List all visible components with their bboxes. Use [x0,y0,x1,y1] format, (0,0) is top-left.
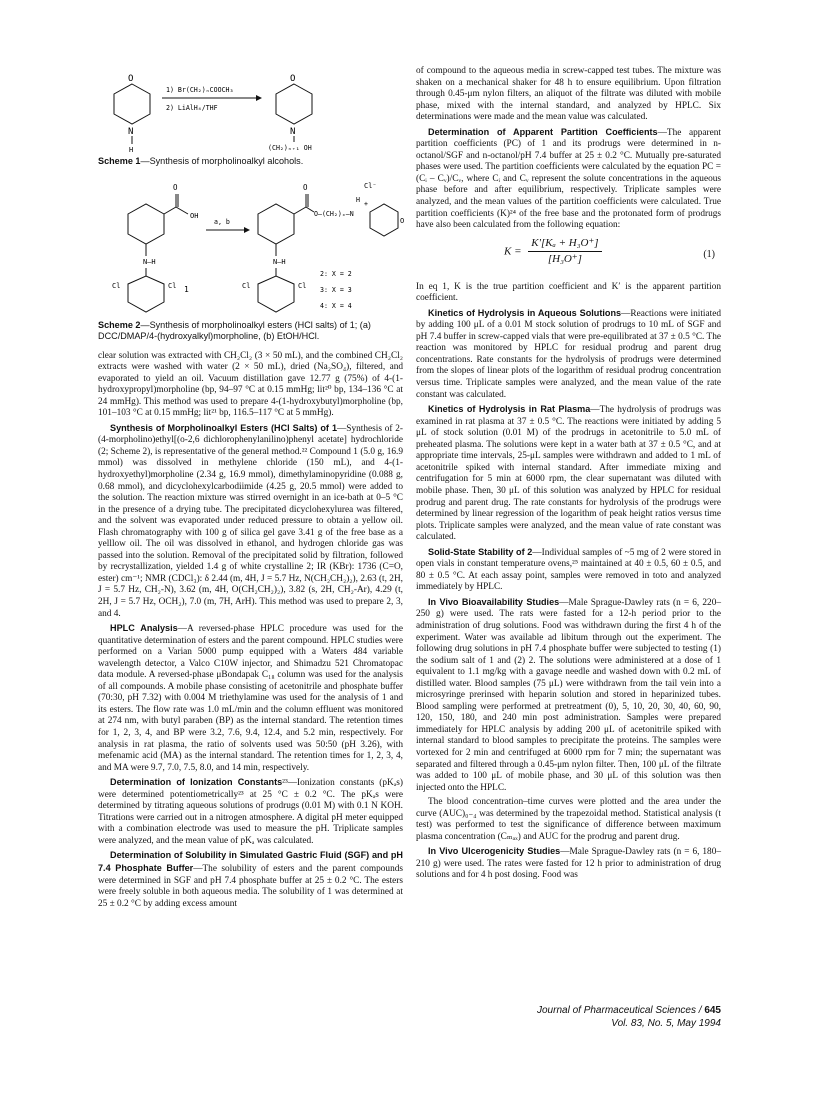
scheme1-reagent-2: 2) LiAlH₄/THF [166,104,218,112]
equation-body [504,238,602,266]
left-paragraph-1: clear solution was extracted with CH₂Cl₂ (3 × 50 mL), and the combined CH₂Cl₂ extracts were washed with water (2 × 50 mL), dried (Na₂SO₄), filtered, and evaporated to yield an oil. Vacuum distillation gave 12.77 g (75%) of 4-(1-hydroxypropyl)morpholine (bp, 94–97 °C at 0.15 mmHg; lit²⁰ bp, 134–136 °C at 24 mmHg). This method was used to prepare 4-(1-hydroxybutyl)morpholine (bp, 101–103 °C at 0.15 mmHg; lit²¹ bp, 116.5–117 °C at 5 mmHg). [98,350,403,419]
left-column [98,66,403,913]
morpholine-ring-ester [370,204,398,236]
hydroxyl-group: OH [190,211,199,220]
scheme-1-caption [98,156,403,168]
morpholine-oxygen: O [400,216,405,225]
ammonium-hydrogen: H [356,195,360,204]
chloride-counter-ion: Cl⁻ [364,181,377,190]
right-paragraph-1: of compound to the aqueous media in screw-capped test tubes. The mixture was shaken on a mechanical shaker for 48 h to ensure equilibrium. Upon filtration through 0.45-μm nylon filters, an aliquot of the filtrate was diluted with mobile phase, mixed with the internal standard, and analyzed by HPLC. Six determinations were made and the mean value was calculated. [416,66,721,123]
solid-state-section [416,547,721,594]
compound-4-label: 4: X = 4 [320,301,352,310]
morpholine-ring-left [114,84,150,124]
section-heading-ionization-constants: Determination of Ionization Constants [110,777,283,788]
ring-nitrogen-right: N [290,127,296,137]
journal-line [470,1004,721,1017]
dichlorophenyl-ring-right [258,276,294,312]
compound-3-label: 3: X = 3 [320,285,352,294]
ionization-constants-text: ²³—Ionization constants (pKₐs) were determined potentiometrically²³ at 25 °C ± 0.2 °C. The pKₐs were determined by titrating aqueous solutions of prodrugs (0.01 M) with 0.1 N KOH. Titrations were carried out in a nitrogen atmosphere. A digital pH meter equipped with a combination electrode was used to measure the pH. Triplicate samples were analyzed, and the mean value of pKₐ was calculated. [98,778,403,846]
scheme-1-caption-text: —Synthesis of morpholinoalkyl alcohols. [140,156,304,166]
hydrolysis-plasma-text: —The hydrolysis of prodrugs was examined in rat plasma at 37 ± 0.5 °C. The reactions were initiated by adding 5 μL of stock solution (0.01 M) of the prodrugs in acetonitrile to 5.0 mL of preheated plasma. The solutions were kept in a water bath at 37 ± 0.5 °C, and at appropriate time intervals, 25-μL samples were withdrawn and added to 1 mL of acetonitrile spiked with internal standard. After immediate mixing and centrifugation for 5 min at 6000 rpm, the clear supernatant was diluted with mobile phase. Then, 30 μL of this solution was analyzed by HPLC for residual prodrug and parent drug. The rate constants for hydrolysis of the prodrugs were determined by linear regression of the logarithm of peak height ratios versus time plots. Triplicate samples were analyzed, and the mean value of rate constant was calculated. [416,405,721,543]
section-heading-ulcerogenicity: In Vivo Ulcerogenicity Studies [428,846,561,857]
ulcerogenicity-text: —Male Sprague-Dawley rats (n = 6, 180–210 g) were used. The rates were fasted for 12 h prior to administration of drug solutions and for 4 h post dosing. Food was [416,847,722,881]
section-heading-partition-coefficients: Determination of Apparent Partition Coefficients [428,126,658,137]
equation-denominator: [H₃O⁺] [547,253,582,266]
page-number: 645 [704,1005,721,1016]
scheme-2-caption-text: —Synthesis of morpholinoalkyl esters (HCl salts) of 1; (a) DCC/DMAP/4-(hydroxyalkyl)morpholine, (b) EtOH/HCl. [98,319,371,341]
blood-concentration-paragraph: The blood concentration–time curves were plotted and the area under the curve (AUC)₀₋₄ was determined by the trapezoidal method. Statistical analysis (t test) was performed to test the significance of difference between maximum plasma concentration (Cₘₐₓ) and AUC for the prodrug and parent drug. [416,797,721,842]
section-heading-hydrolysis-plasma: Kinetics of Hydrolysis in Rat Plasma [428,404,591,415]
ring-oxygen-left: O [128,74,134,84]
journal-footer [470,1004,721,1030]
section-heading-synthesis-esters: Synthesis of Morpholinoalkyl Esters (HCl Salts) of 1 [110,422,337,433]
benzene-ring-top-left [128,204,164,244]
nitrogen-plus: + [364,199,368,208]
equation-number: (1) [703,248,715,260]
compound-1-label: 1 [184,284,189,294]
synthesis-esters-section [98,423,403,620]
scheme1-reagent-1: 1) Br(CH₂)ₙCOOCH₃ [166,86,234,94]
bioavailability-section [416,597,721,794]
nitrogen-hydrogen: H [129,146,134,154]
partition-coefficients-section [416,127,721,232]
equation-fraction [528,238,601,266]
section-heading-hplc-analysis: HPLC Analysis [110,623,178,634]
hydrolysis-plasma-section [416,404,721,544]
journal-name: Journal of Pharmaceutical Sciences / [537,1005,705,1016]
equation-explanation: In eq 1, K is the true partition coefficient and K′ is the apparent partition coefficient. [416,281,721,304]
amine-nh-right: N—H [273,257,286,266]
hplc-analysis-text: —A reversed-phase HPLC procedure was used for the quantitative determination of esters and the parent compound. HPLC studies were performed on a Varian 5000 pump equipped with a Waters 484 variable wavelength detector, a Valco C10W injector, and Shimadzu 521 Chromatopac data module. A reversed-phase μBondapak C₁₈ column was used for the analysis of all compounds. A mobile phase consisting of acetonitrile and phosphate buffer (70:30, pH 7.32) with 0.004 M triethylamine was used for the analysis of 1 and its esters. The flow rate was 1.0 mL/min and the column effluent was monitored at 274 nm, with butyl paraben (BP) as the internal standard. The retention times for 1, 2, 3, 4, and BP were 3.2, 7.6, 9.4, 12.4, and 5.2 min, respectively. For analysis in rat plasma, the ratio of solvents used was 50:50 (pH 3.26), with mefenamic acid (MA) as the internal standard. The retention times for 1, 2, 3, 4, and MA were 9.7, 7.0, 7.5, 8.0, and 14 min, respectively. [98,624,403,773]
chlorine-left-2: Cl [168,281,177,290]
bioavailability-text: —Male Sprague-Dawley rats (n = 6, 220–250 g) were used. The rats were fasted for a 12-h period prior to the administration of drug solutions. Food was withdrawn during the first 4 h of the experiment. Water was available ad libitum through out the experiment. The following drug solutions in pH 7.4 phosphate buffer were subjected to testing (1) the sodium salt of 1 and (2) 2. The solutions were administered at a dose of 1 equivalent to 1.1 mg/kg with a gavage needle and washed down with 0.2 mL of distilled water. Blood samples (75 μL) were withdrawn from the tail vein into a microsyringe prerinsed with heparin solution and stored in heparinized tubes. Blood sampling were performed at pretreatment (0), 5, 10, 20, 30, 40, 60, 90, 120, 150, 180, and 240 min post administration. Samples were prepared immediately for HPLC analysis by adding 200 μL of acetonitrile spiked with internal standard to blood samples to precipitate the proteins. The samples were vortexed for 2 min and centrifuged at 6000 rpm for 7 min; the supernatant was separated and filtered through a 0.45-μm nylon filter. Then, 100 μL of the filtrate was added to 100 μL of mobile phase, and 30 μL of this solution was then injected onto the HPLC. [416,597,721,793]
hydrolysis-aqueous-section [416,308,721,401]
ionization-constants-section [98,777,403,847]
ring-nitrogen-left: N [128,127,134,137]
synthesis-esters-text: —Synthesis of 2-(4-morpholino)ethyl[(o-2,6 dichlorophenylanilino)phenyl acetate] hydrochloride (2; Scheme 2), is representative of the general method.²² Compound 1 (5.0 g, 16.9 mmol) was dissolved in methylene chloride (150 mL), and 4-(1-hydroxyethyl)morpholine (2.34 g, 16.9 mmol), dimethylaminopyridine (0.088 g, 0.68 mmol), and dicyclohexylcarbodiimide (4.25 g, 20.5 mmol) were added to the solution. The reaction mixture was stirred overnight in an ice-bath at 0–5 °C in the presence of a drying tube. The precipitated dicyclohexylurea was filtered, and the solvent was evaporated under reduced pressure to obtain a yellow oil. Flash chromatography with 100 g of silica gel gave 3.41 g of the free base as a yelllow oil. The oil was dissolved in ethanol, and hydrogen chloride gas was passed into the solution. Removal of the precipitated solid by filtration, followed by recrystallization, yielded 1.4 g of white crystalline 2; IR (KBr): 1736 (C=O, ester) cm⁻¹; NMR (CDCl₃): δ 2.44 (m, 4H, J = 5.7 Hz, N(CH₂CH₂)₂), 2.63 (t, 2H, J = 5.7 Hz, CH₂-N), 3.62 (m, 4H, O(CH₂CH₂)₂), 3.82 (s, 2H, CH₂-Ar), 4.29 (t, 2H, J = 5.7 Hz, OCH₂), 7.0 (m, 7H, ArH). This method was used to prepare 2, 3, and 4. [98,423,403,619]
carbonyl-oxygen: O [173,182,178,192]
solubility-text: —The solubility of esters and the parent compounds were determined in SGF and pH 7.4 phosphate buffer at 25 ± 0.2 °C. The esters were freely soluble in both aqueous media. The solubility of 1 was determined at 25 ± 0.2 °C by adding excess amount [98,864,403,909]
chlorine-right-2: Cl [298,281,307,290]
partition-coefficients-text: —The apparent partition coefficients (PC) of 1 and its prodrugs were determined in n-octanol/SGF and n-octanol/pH 7.4 buffer at 25 ± 0.2 °C. Mutually pre-saturated phases were used. The partition coefficients were calculated by the equation PC = (Cᵢ – Cᵥ)/Cᵥ, where Cᵢ and Cᵥ represent the solute concentrations in the aqueous phase before and after equilibrium, respectively. Triplicate samples were analyzed, and the mean values of the partition coefficients were calculated. True partition coefficients (K)²⁴ of the free base and the protonated form of prodrugs have also been calculated from the following equation: [416,127,721,231]
scheme-2-caption [98,320,403,343]
hplc-analysis-section [98,623,403,774]
amine-nh-left: N—H [143,257,156,266]
section-heading-bioavailability: In Vivo Bioavailability Studies [428,596,560,607]
compound-2-label: 2: X = 2 [320,269,352,278]
ester-chain: O—(CH₂)ₓ—N [314,209,354,218]
scheme-1-label: Scheme 1 [98,156,141,166]
right-column [416,66,721,885]
scheme2-reagents: a, b [214,217,230,226]
chlorine-right-1: Cl [242,281,251,290]
volume-info: Vol. 83, No. 5, May 1994 [611,1018,721,1029]
dichlorophenyl-ring-left [128,276,164,312]
equation-lhs: K = [504,245,522,258]
ring-oxygen-right: O [290,74,296,84]
solid-state-text: —Individual samples of ~5 mg of 2 were stored in open vials in constant temperature ovens,²⁵ maintained at 40 ± 0.5, 60 ± 0.5, and 80 ± 0.5 °C. At each assay point, samples were removed in toto and analyzed immediately by HPLC. [416,547,721,593]
hydrolysis-aqueous-text: —Reactions were initiated by adding 100 μL of a 0.01 M stock solution of prodrugs to 10 mL of SGF and pH 7.4 buffer in screw-capped vials that were pre-equilibrated at 37 ± 0.5 °C. The reaction was monitored by HPLC for residual prodrug and parent drug concentrations. Rate constants for the hydrolysis of prodrugs were determined from the slopes of linear plots of the logarithm of residual prodrug concentration versus time. Triplicate samples were analyzed, and the mean value of the rate constant was calculated. [416,308,721,400]
ulcerogenicity-section [416,846,721,882]
morpholine-ring-right [276,84,312,124]
scheme-2-diagram [98,176,403,316]
section-heading-solid-state: Solid-State Stability of 2 [428,546,533,557]
section-heading-solubility: Determination of Solubility in Simulated Gastric Fluid (SGF) and pH 7.4 Phosphate Buffer [98,850,403,874]
alcohol-chain: (CH₂)ₙ₊₁ OH [268,144,312,152]
equation-numerator: K′[Kₐ + H₃O⁺] [528,238,601,253]
section-heading-hydrolysis-aqueous: Kinetics of Hydrolysis in Aqueous Solutions [428,307,622,318]
solubility-section [98,850,403,910]
chlorine-left-1: Cl [112,281,121,290]
scheme-1-diagram [98,66,403,152]
scheme-2-label: Scheme 2 [98,319,141,330]
ester-carbonyl-oxygen: O [303,182,308,192]
benzene-ring-product [258,204,294,244]
equation-1 [416,238,721,274]
